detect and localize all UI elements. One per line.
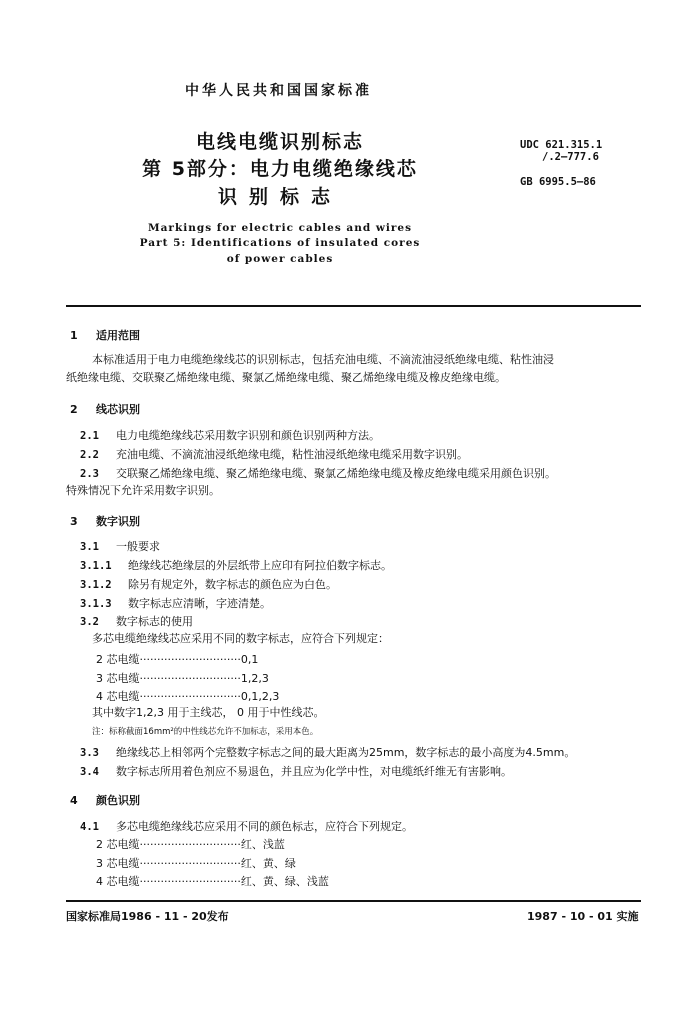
list-item: 3 芯电缆·····························1,2,3 xyxy=(96,672,269,685)
section-2-heading: 2 线芯识别 xyxy=(70,403,140,416)
clause-3-1-3: 3.1.3 数字标志应清晰，字迹清楚。 xyxy=(80,597,271,610)
section-1-para-line2: 纸绝缘电缆、交联聚乙烯绝缘电缆、聚氯乙烯绝缘电缆、聚乙烯绝缘电缆及橡皮绝缘电缆。 xyxy=(66,371,506,384)
list-item: 4 芯电缆·····························红、黄、绿、浅蓝 xyxy=(96,875,329,888)
list-item: 4 芯电缆·····························0,1,2,3 xyxy=(96,690,280,703)
english-title-line2: Part 5: Identifications of insulated cores xyxy=(139,237,421,249)
issuing-agency: 中华人民共和国国家标准 xyxy=(185,83,372,99)
standard-title-line2: 第 5部分：电力电缆绝缘线芯 xyxy=(142,158,418,180)
clause-3-2-intro: 多芯电缆绝缘线芯应采用不同的数字标志，应符合下列规定： xyxy=(92,632,389,645)
clause-3-2-note: 注：标称截面16mm²的中性线芯允许不加标志，采用本色。 xyxy=(92,727,319,737)
header-divider xyxy=(66,305,641,307)
clause-3-2-explain: 其中数字1,2,3 用于主线芯， 0 用于中性线芯。 xyxy=(92,706,325,719)
clause-3-4: 3.4 数字标志所用着色剂应不易退色，并且应为化学中性，对电缆纸纤维无有害影响。 xyxy=(80,765,512,778)
gb-code: GB 6995.5—86 xyxy=(520,176,596,188)
english-title-line3: of power cables xyxy=(226,253,334,265)
english-title-line1: Markings for electric cables and wires xyxy=(148,222,412,234)
udc-code: UDC 621.315.1 xyxy=(520,139,603,151)
clause-2-2: 2.2 充油电缆、不滴流油浸纸绝缘电缆，粘性油浸纸绝缘电缆采用数字识别。 xyxy=(80,448,468,461)
section-4-heading: 4 颜色识别 xyxy=(70,794,140,807)
section-1-para-line1: 本标准适用于电力电缆绝缘线芯的识别标志，包括充油电缆、不滴流油浸纸绝缘电缆、粘性油浸 xyxy=(92,353,554,366)
issue-date: 国家标准局1986 - 11 - 20发布 xyxy=(66,910,229,923)
footer-divider xyxy=(66,900,641,902)
udc-code-cont: /.2—777.6 xyxy=(542,151,599,163)
standard-title-line3: 识别标志 xyxy=(217,186,342,208)
clause-3-2: 3.2 数字标志的使用 xyxy=(80,615,193,628)
clause-2-1: 2.1 电力电缆绝缘线芯采用数字识别和颜色识别两种方法。 xyxy=(80,429,380,442)
clause-2-3-cont: 特殊情况下允许采用数字识别。 xyxy=(66,484,220,497)
section-1-heading: 1 适用范围 xyxy=(70,329,140,342)
standard-title-line1: 电线电缆识别标志 xyxy=(195,131,364,153)
clause-3-1-2: 3.1.2 除另有规定外，数字标志的颜色应为白色。 xyxy=(80,578,337,591)
list-item: 2 芯电缆·····························红、浅蓝 xyxy=(96,838,285,851)
clause-4-1: 4.1 多芯电缆绝缘线芯应采用不同的颜色标志，应符合下列规定。 xyxy=(80,820,413,833)
clause-3-1: 3.1 一般要求 xyxy=(80,540,160,553)
clause-3-1-1: 3.1.1 绝缘线芯绝缘层的外层纸带上应印有阿拉伯数字标志。 xyxy=(80,559,392,572)
clause-2-3: 2.3 交联聚乙烯绝缘电缆、聚乙烯绝缘电缆、聚氯乙烯绝缘电缆及橡皮绝缘电缆采用颜色识别。 xyxy=(80,467,556,480)
effective-date: 1987 - 10 - 01 实施 xyxy=(527,910,639,923)
list-item: 3 芯电缆·····························红、黄、绿 xyxy=(96,857,296,870)
clause-3-3: 3.3 绝缘线芯上相邻两个完整数字标志之间的最大距离为25mm，数字标志的最小高度为4.5mm。 xyxy=(80,746,576,759)
list-item: 2 芯电缆·····························0,1 xyxy=(96,653,259,666)
section-3-heading: 3 数字识别 xyxy=(70,515,140,528)
